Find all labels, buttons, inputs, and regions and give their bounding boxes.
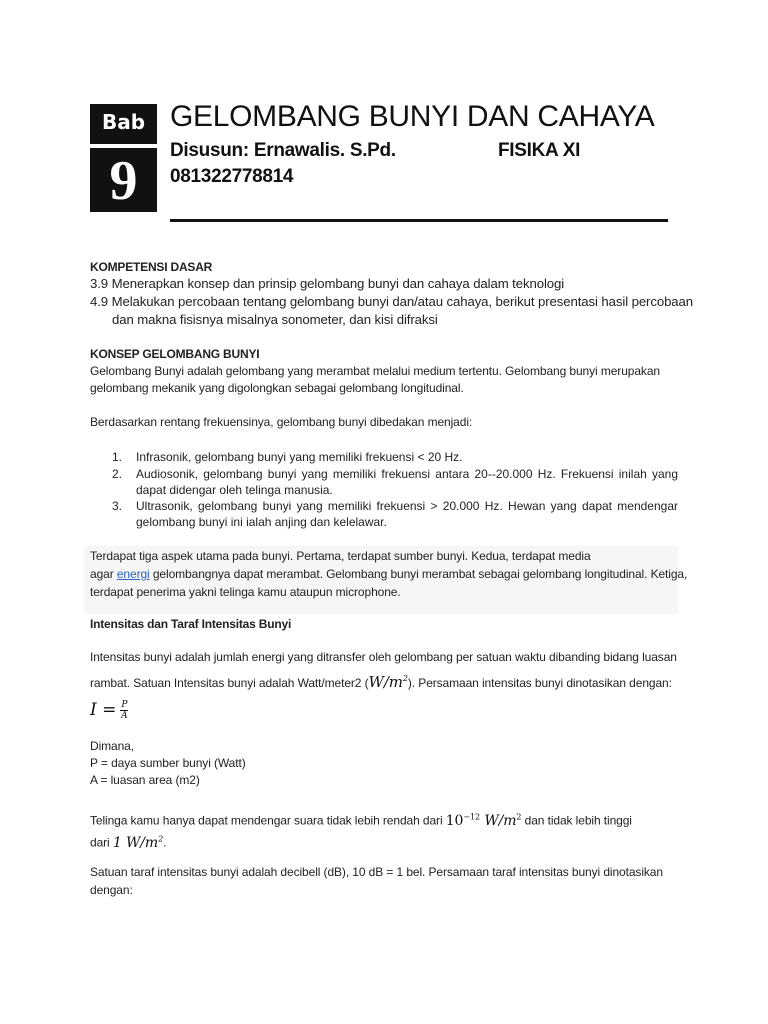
definition-a: A = luasan area (m2) — [90, 773, 200, 787]
hearing-limit-end: . — [163, 835, 167, 850]
intensity-formula — [90, 700, 128, 721]
aspek-line2-prefix: agar — [90, 567, 117, 581]
header-divider — [170, 219, 668, 222]
formula-fraction — [120, 700, 128, 721]
list-item-text: Infrasonik, gelombang bunyi yang memiliki frekuensi < 20 Hz. — [136, 450, 463, 464]
konsep-paragraph-line2: gelombang mekanik yang digolongkan sebagai gelombang longitudinal. — [90, 381, 464, 395]
hearing-limit-middle: dan tidak lebih tinggi — [521, 813, 632, 828]
energi-link[interactable]: energi — [116, 567, 150, 581]
chapter-number: 9 — [109, 150, 138, 212]
definition-p: P = daya sumber bunyi (Watt) — [90, 756, 246, 770]
intensitas-line2-prefix: rambat. Satuan Intensitas bunyi adalah Watt/meter2 ( — [90, 676, 369, 690]
limit-high-exponent: 2 — [158, 834, 164, 843]
dimana-label: Dimana, — [90, 739, 134, 753]
intensitas-line2-suffix: ). Persamaan intensitas bunyi dinotasikan dengan: — [407, 676, 672, 690]
list-item-text: Ultrasonik, gelombang bunyi yang memiliki frekuensi > 20.000 Hz. Hewan yang dapat mendengar gelombang bunyi ini ialah anjing dan kelelawar. — [136, 499, 678, 529]
kompetensi-item-4-9-line1: 4.9 Melakukan percobaan tentang gelombang bunyi dan/atau cahaya, berikut presentasi hasil percobaan — [90, 294, 694, 309]
unit-text: W/m — [368, 673, 403, 691]
aspek-line1: Terdapat tiga aspek utama pada bunyi. Pertama, terdapat sumber bunyi. Kedua, terdapat media — [90, 549, 591, 563]
intensitas-paragraph-line1: Intensitas bunyi adalah jumlah energi yang ditransfer oleh gelombang per satuan waktu dibanding bidang luasan — [90, 650, 677, 664]
hearing-limit-high — [113, 835, 163, 851]
aspek-line2 — [90, 566, 687, 583]
list-item-text: Audiosonik, gelombang bunyi yang memiliki frekuensi antara 20--20.000 Hz. Frekuensi inilah yang dapat didengar oleh telinga manusia. — [136, 467, 678, 497]
kompetensi-item-3-9: 3.9 Menerapkan konsep dan prinsip gelombang bunyi dan cahaya dalam teknologi — [90, 276, 565, 291]
taraf-paragraph-line2: dengan: — [90, 883, 133, 897]
formula-numerator: P — [121, 700, 128, 710]
author-line: Disusun: Ernawalis. S.Pd. — [170, 140, 396, 161]
hearing-limit-line2-prefix: dari — [90, 835, 113, 850]
intensitas-heading: Intensitas dan Taraf Intensitas Bunyi — [90, 617, 292, 631]
chapter-title: GELOMBANG BUNYI DAN CAHAYA — [170, 100, 655, 133]
subject-label: FISIKA XI — [498, 140, 581, 161]
formula-denominator: A — [121, 711, 128, 721]
frekuensi-intro: Berdasarkan rentang frekuensinya, gelombang bunyi dibedakan menjadi: — [90, 415, 473, 429]
limit-high-value: 1 W/m — [112, 834, 159, 851]
chapter-badge-divider — [90, 144, 157, 148]
aspek-line3: terdapat penerima yakni telinga kamu ataupun microphone. — [90, 585, 401, 599]
intensitas-unit — [369, 673, 408, 691]
limit-low-unit: W/m — [479, 812, 517, 829]
phone-number: 081322778814 — [170, 166, 294, 187]
kompetensi-heading: KOMPETENSI DASAR — [90, 260, 213, 274]
limit-low-unit-exponent: 2 — [516, 812, 522, 821]
konsep-heading: KONSEP GELOMBANG BUNYI — [90, 347, 260, 361]
formula-lhs: I = — [90, 700, 117, 720]
list-item-number: 1. — [112, 450, 123, 464]
list-item-number: 2. — [112, 467, 123, 481]
unit-exponent: 2 — [402, 674, 408, 683]
konsep-paragraph-line1: Gelombang Bunyi adalah gelombang yang merambat melalui medium tertentu. Gelombang bunyi merupakan — [90, 364, 660, 378]
list-item-number: 3. — [112, 499, 123, 513]
taraf-paragraph-line1: Satuan taraf intensitas bunyi adalah decibell (dB), 10 dB = 1 bel. Persamaan taraf intensitas bunyi dinotasikan — [90, 865, 663, 879]
hearing-limit-prefix: Telinga kamu hanya dapat mendengar suara tidak lebih rendah dari — [90, 813, 446, 828]
hearing-limit-line2 — [90, 830, 166, 852]
chapter-badge — [90, 104, 157, 212]
chapter-badge-label: Bab — [101, 110, 146, 134]
limit-low-exponent: −12 — [463, 812, 480, 821]
hearing-limit-line1 — [90, 808, 632, 830]
aspek-line2-suffix: gelombangnya dapat merambat. Gelombang bunyi merambat sebagai gelombang longitudinal. Ketiga, — [149, 567, 688, 581]
kompetensi-item-4-9-line2: dan makna fisisnya misalnya sonometer, dan kisi difraksi — [112, 312, 438, 327]
intensitas-paragraph-line2 — [90, 670, 672, 692]
limit-low-base: 10 — [445, 812, 464, 829]
hearing-limit-low — [446, 813, 522, 829]
